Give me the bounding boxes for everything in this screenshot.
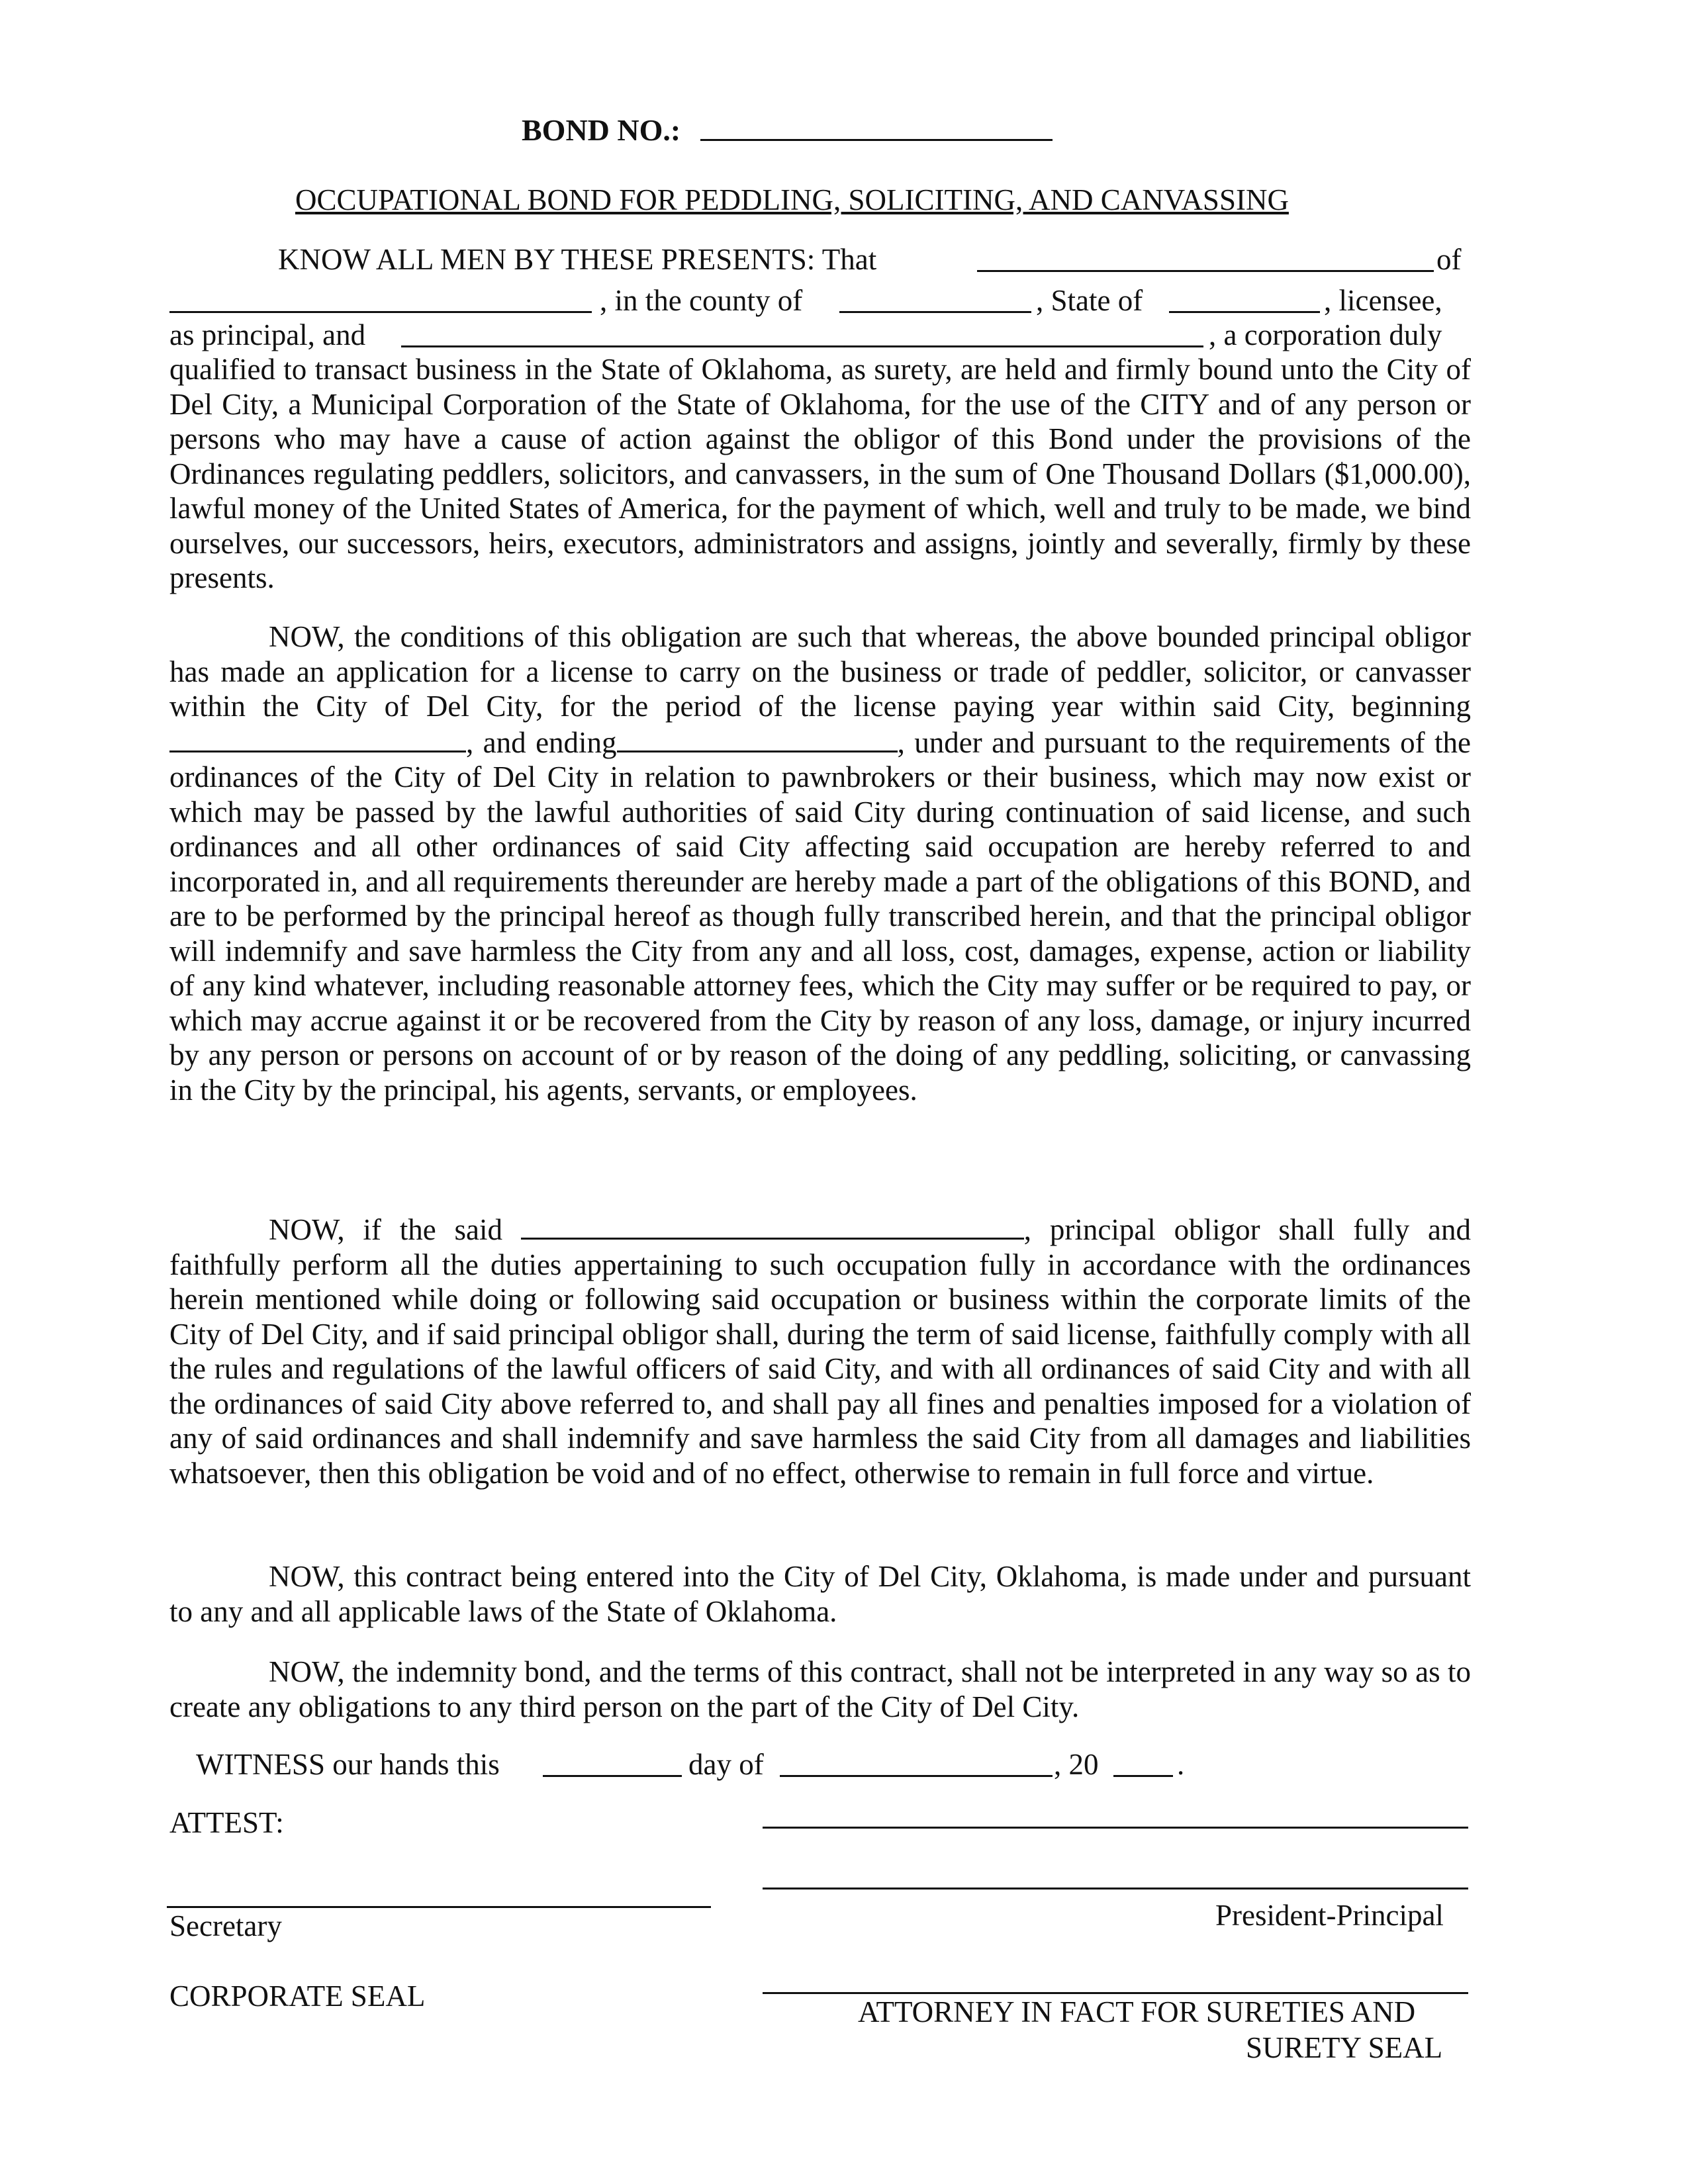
secretary-label: Secretary <box>169 1909 282 1942</box>
principal-city-blank[interactable] <box>169 311 592 313</box>
contract-paragraph <box>169 1559 1471 1629</box>
indemnity-text: NOW, the indemnity bond, and the terms of this contract, shall not be interpreted in any way so as to create any obligations to any third person on the part of the City of Del City. <box>169 1655 1471 1723</box>
attest-label: ATTEST: <box>169 1806 284 1839</box>
intro-licensee: , licensee, <box>1324 284 1442 317</box>
intro-as-principal: as principal, and <box>169 318 366 351</box>
attorney-signature-line[interactable] <box>763 1992 1468 1994</box>
conditions-text-1: NOW, the conditions of this obligation are such that whereas, the above bounded principal obligor has made an application for a license to carry on the business or trade of peddler, solicitor, or canvasser within the City of Del City, for the period of the license paying year within said City, beginning <box>169 620 1471 723</box>
bond-number-blank[interactable] <box>700 139 1053 141</box>
performance-paragraph <box>169 1211 1471 1490</box>
witness-day-blank[interactable] <box>543 1775 682 1777</box>
signature-line-1[interactable] <box>763 1827 1468 1829</box>
principal-obligor-blank[interactable] <box>521 1211 1024 1240</box>
beginning-date-blank[interactable] <box>169 724 466 752</box>
state-blank[interactable] <box>1169 311 1320 313</box>
contract-text: NOW, this contract being entered into the City of Del City, Oklahoma, is made under and pursuant to any and all applicable laws of the State of Oklahoma. <box>169 1560 1471 1628</box>
witness-day-of: day of <box>688 1748 764 1781</box>
intro-corporation: , a corporation duly <box>1209 318 1442 351</box>
principal-name-blank[interactable] <box>977 270 1434 272</box>
intro-body <box>169 352 1471 596</box>
surety-name-blank[interactable] <box>401 345 1203 347</box>
witness-year-prefix: , 20 <box>1054 1748 1099 1781</box>
corporate-seal-label: CORPORATE SEAL <box>169 1979 426 2013</box>
intro-in-county: , in the county of <box>600 284 803 317</box>
intro-state-of: , State of <box>1036 284 1143 317</box>
attorney-in-fact-label: ATTORNEY IN FACT FOR SURETIES AND <box>858 1995 1416 2028</box>
ending-date-blank[interactable] <box>617 724 898 752</box>
performance-text-1: NOW, if the said <box>269 1213 502 1246</box>
witness-year-blank[interactable] <box>1113 1775 1173 1777</box>
bond-number-label: BOND NO.: <box>522 113 681 147</box>
witness-period: . <box>1177 1748 1185 1781</box>
indemnity-paragraph <box>169 1655 1471 1724</box>
president-signature-line[interactable] <box>763 1888 1468 1889</box>
intro-opening: KNOW ALL MEN BY THESE PRESENTS: That <box>278 243 877 276</box>
document-title: OCCUPATIONAL BOND FOR PEDDLING, SOLICITING, AND CANVASSING <box>295 183 1289 216</box>
witness-month-blank[interactable] <box>780 1775 1053 1777</box>
county-blank[interactable] <box>839 311 1031 313</box>
intro-of: of <box>1436 243 1462 276</box>
conditions-text-3: , under and pursuant to the requirements of the ordinances of the City of Del City in relation to pawnbrokers or their business, which may now exist or which may be passed by the lawful authorities of said City during continuation of said license, and such ordinances and all other ordinances of said City affecting said occupation are hereby referred to and incorporated in, and all requirements thereunder are hereby made a part of the obligations of this BOND, and are to be performed by the principal hereof as though fully transcribed herein, and that the principal obligor will indemnify and save harmless the City from any and all loss, cost, damages, expense, action or liability of any kind whatever, including reasonable attorney fees, which the City may suffer or be required to pay, or which may accrue against it or be recovered from the City by reason of any loss, damage, or injury incurred by any person or persons on account of or by reason of the doing of any peddling, soliciting, or canvassing in the City by the principal, his agents, servants, or employees. <box>169 725 1471 1107</box>
secretary-signature-line[interactable] <box>167 1906 711 1908</box>
intro-body-text: qualified to transact business in the State of Oklahoma, as surety, are held and firmly bound unto the City of Del City, a Municipal Corporation of the State of Oklahoma, for the use of the CITY and of any person or persons who may have a cause of action against the obligor of this Bond under the provisions of the Ordinances regulating peddlers, solicitors, and canvassers, in the sum of One Thousand Dollars ($1,000.00), lawful money of the United States of America, for the payment of which, well and truly to be made, we bind ourselves, our successors, heirs, executors, administrators and assigns, jointly and severally, firmly by these presents. <box>169 353 1471 594</box>
witness-label: WITNESS our hands this <box>196 1748 500 1781</box>
surety-seal-label: SURETY SEAL <box>1246 2031 1443 2064</box>
conditions-text-2: , and ending <box>466 725 617 759</box>
president-principal-label: President-Principal <box>1215 1899 1444 1932</box>
performance-text-2: , principal obligor shall fully and faithfully perform all the duties appertaining to such occupation fully in accordance with the ordinances herein mentioned while doing or following said occupation or business within the corporate limits of the City of Del City, and if said principal obligor shall, during the term of said license, faithfully comply with all the rules and regulations of the lawful officers of said City, and with all ordinances of said City and with all the ordinances of said City above referred to, and shall pay all fines and penalties imposed for a violation of any of said ordinances and shall indemnify and save harmless the said City from all damages and liabilities whatsoever, then this obligation be void and of no effect, otherwise to remain in full force and virtue. <box>169 1213 1471 1490</box>
conditions-paragraph <box>169 619 1471 1107</box>
